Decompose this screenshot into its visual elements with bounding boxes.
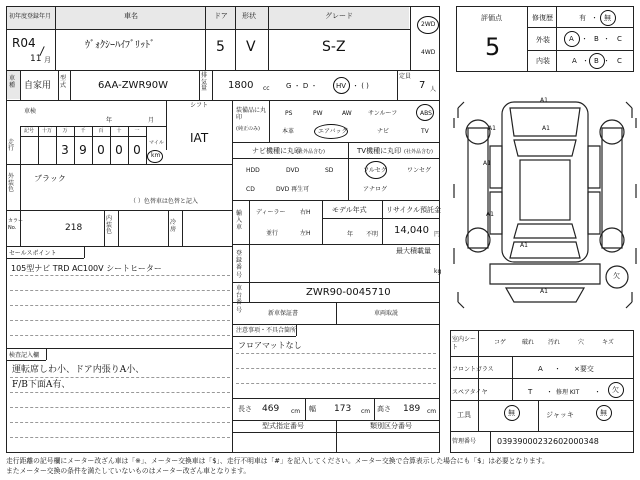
model-designation-label: 型式指定番号 [262,422,304,430]
front-glass-x: ×要交 [574,365,594,373]
color-no-label: カラー No. [8,218,24,231]
car-right-rear-bracket [626,292,632,308]
import-right: 右H [300,209,311,216]
door-count: 5 [216,39,225,55]
import-dealer: ディーラー [256,209,286,216]
length-label: 長さ [238,405,252,413]
ext-b: B [594,35,599,43]
navi-sub: (社外品含む) [296,149,325,155]
int-label: 内装 [536,57,550,65]
equipment-item: PS [285,110,293,117]
odometer-digit-label: 万 [62,128,68,134]
front-glass-dot: ・ [554,365,561,373]
diagram-mark-3: A1 [542,125,550,132]
management-label: 管理番号 [452,438,477,445]
notes-label: 注意事項・不具合箇所 [236,327,297,334]
inspection-year: 年 [106,117,113,124]
equipment-item: 本革 [282,128,295,135]
car-windshield [514,140,576,156]
odometer-digit-label: 十 [116,128,122,134]
equipment-item: ABS [420,110,432,117]
car-wheel-left-front [466,120,490,144]
tools-label: 工具 [457,411,471,419]
equipment-item: AW [342,110,352,117]
exterior-color: ブラック [34,174,66,183]
car-roof [520,160,570,220]
max-load-label: 最大積載量 [396,247,431,255]
spare-t: T [528,388,533,396]
front-glass-a: A [538,365,543,373]
car-right-rear-door [588,192,600,234]
spare-missing: 欠 [612,386,619,394]
shift-value: IAT [190,131,209,145]
spare-dot-1: ・ [546,388,553,396]
diagram-mark-4: A1 [483,160,491,167]
seat-label: 室内シート [452,336,477,351]
fuel-hv: HV [336,82,347,90]
missing-mark: 欠 [613,272,620,280]
navi-label: ナビ機種に丸印 [252,147,301,155]
length-value: 469 [262,404,280,414]
height-unit: cm [427,408,437,415]
drive-2wd: 2WD [421,21,436,28]
int-a: A [572,57,577,65]
tv-fullseg: フルセグ [363,167,387,174]
odometer-digit-label: 千 [80,128,86,134]
fuel-options: G ・ D ・ [286,82,318,90]
navi-hdd: HDD [246,167,260,174]
equipment-item: PW [313,110,323,117]
jack-label: ジャッキ [546,411,574,419]
ext-c: C [617,35,622,43]
seat-condition-item: コゲ [494,339,507,346]
inspection-month: 月 [148,117,155,124]
grade-label: グレード [325,12,353,20]
navi-cd: CD [246,186,255,193]
odometer-digit-label: 記号 [23,128,34,134]
ext-label: 外装 [536,36,550,44]
new-warranty: 新車保証書 [268,310,299,317]
equipment-label: 装備品に丸印 [236,107,267,122]
abs-circle-mark [416,104,434,121]
inspection-label: 車検 [24,108,37,115]
km-unit: km [151,152,161,159]
chassis-value: ZWR90-0045710 [306,287,391,298]
door-label: ドア [214,12,228,20]
import-label: 輸 入 車 [236,210,243,232]
reg-month: 11 [30,54,42,64]
car-left-front-bracket [458,102,464,118]
capacity: 7 [419,80,426,91]
diagram-mark-1: A1 [540,97,548,104]
exterior-note: （ ）色替車は色替と記入 [130,198,198,205]
model-label: 型 式 [60,75,67,89]
ext-dot-1: ・ [581,35,588,43]
diagram-mark-2: A1 [488,125,496,132]
capacity-label: 定員 [399,73,412,80]
length-unit: cm [291,408,301,415]
car-name-label: 車名 [124,12,138,20]
score-label: 評価点 [481,14,502,22]
max-load-unit: kg [434,268,442,275]
reg-month-unit: 月 [44,56,51,64]
displacement: 1800 [228,80,254,91]
int-b: B [594,57,599,65]
height-label: 高さ [377,405,391,413]
navi-sd: SD [325,167,334,174]
int-c: C [617,57,622,65]
car-name: ｳﾞｫｸｼｰﾊｲﾌﾞﾘｯﾄﾞ [85,40,155,51]
shape-label: 形状 [242,12,256,20]
model-code: 6AA-ZWR90W [98,80,169,91]
diagram-mark-5: A1 [486,211,494,218]
car-left-front-door [490,146,502,188]
tools-value: 無 [508,409,515,417]
color-no: 218 [65,223,83,233]
odometer-digit-label: 一 [134,128,140,134]
grade-value: S-Z [322,39,346,55]
spare-tire-label: スペアタイヤ [452,389,488,396]
odometer-digit: 0 [115,143,123,157]
reg-slash: / [39,43,46,59]
footer-line-2: またメーター交換の条件を満たしていないものはメーター改ざん車となります。 [6,467,251,475]
width-unit: cm [361,408,371,415]
model-year-year: 年 [347,231,354,238]
model-year-label: モデル年式 [332,206,367,214]
repair-label: 修復歴 [532,14,553,22]
odometer-digit: 9 [79,143,87,157]
recycle-label: リサイクル預託金 [386,206,442,214]
category-label: 類別区分番号 [370,422,412,430]
reg-date-label: 初年度登録年月 [9,13,52,20]
recycle-value: 14,040 [394,225,429,236]
inspector-line-1: 運転席しわ小、ドア内張りA小、 [12,365,145,375]
cc-unit: cc [263,85,270,92]
mileage-label: 走行 [8,139,15,152]
seat-condition-item: 汚れ [548,339,561,346]
equipment-item: ナビ [377,128,390,135]
tv-label: TV機種に丸印 [357,147,402,155]
jack-value: 無 [600,409,607,417]
ext-a: A [569,35,574,43]
inspector-label: 検査記入欄 [9,352,40,359]
seat-condition-item: キズ [602,339,614,346]
tv-oneseg: ワンセグ [407,167,432,174]
repair-dot: ・ [591,14,598,22]
displacement-label: 排 気 量 [201,72,208,93]
repair-no: 無 [604,14,611,22]
tv-sub: (社外品含む) [404,149,433,155]
front-glass-label: フロントガラス [452,366,494,373]
import-parallel: 並行 [266,230,279,237]
car-wheel-right-front [600,120,624,144]
interior-color-label: 内 装 色 [106,215,113,236]
equipment-item: エアバッグ [318,128,348,135]
reg-no-label: 登 録 番 号 [236,250,243,279]
class-label: 車 種 [9,75,16,89]
sales-point-text: 105型ナビ TRD AC100V シートヒーター [11,264,162,273]
management-value: 03939000232602000348 [497,437,599,446]
drive-4wd: 4WD [421,49,436,56]
seat-condition-item: 破れ [522,339,535,346]
footer-line-1: 走行距離の記号欄にメーター改ざん車は「※」、メーター交換車は「$」、走行不明車は「#」を記入してください。メーター交換で合算表示した場合にも「$」は必要となります。 [6,457,549,465]
ext-dot-2: ・ [603,35,610,43]
mile-unit: マイル [149,140,164,146]
odometer-digit: 0 [97,143,105,157]
car-right-front-bracket [626,102,632,118]
diagram-mark-6: A1 [520,242,528,249]
capacity-unit: 人 [430,86,437,93]
equipment-item: TV [421,128,429,135]
equipment-item: サンルーフ [368,110,398,117]
width-label: 幅 [309,405,316,413]
airbag-circle-mark [314,124,348,139]
navi-dvd: DVD [286,167,300,174]
fuel-other: ・ ( ) [352,82,369,90]
usage: 自家用 [24,81,52,91]
tv-analog: アナログ [363,186,388,193]
chassis-label: 車 台 番 号 [236,285,243,314]
score-value: 5 [485,33,501,61]
car-rear-glass [514,224,576,238]
seat-condition-item: 穴 [578,339,585,346]
odometer-digit-label: 十万 [41,128,52,134]
int-dot-1: ・ [582,57,589,65]
diagram-mark-7: A1 [540,288,548,295]
ac-label: 冷 房 [170,219,177,233]
navi-dvd-play: DVD 再生可 [276,186,310,193]
notes-text: フロアマットなし [238,341,302,350]
car-left-rear-bracket [458,292,464,308]
shift-label: シフト [190,102,209,109]
odometer-digit: 0 [133,143,141,157]
spare-dot-2: ・ [594,388,601,396]
repair-yes: 有 [579,14,586,22]
model-year-unknown: 不明 [366,231,379,238]
inspector-line-2: F/B下面A有、 [12,380,71,390]
reg-year: R04 [12,36,36,50]
odometer-digit-label: 百 [98,128,104,134]
int-dot-2: ・ [603,57,610,65]
sales-point-label: セールスポイント [9,250,57,257]
body-shape: V [246,39,256,55]
spare-kit: 修理 KIT [556,389,580,396]
vehicle-manual: 車両取説 [374,310,399,317]
car-right-front-door [588,146,600,188]
exterior-label: 外 装 色 [8,173,15,194]
odometer-digit: 3 [61,143,69,157]
height-value: 189 [403,404,421,414]
import-left: 左H [300,230,311,237]
car-rear-bumper [490,264,600,284]
width-value: 173 [334,404,352,414]
equipment-sub: (純正のみ) [236,126,260,132]
recycle-unit: 円 [434,231,441,238]
